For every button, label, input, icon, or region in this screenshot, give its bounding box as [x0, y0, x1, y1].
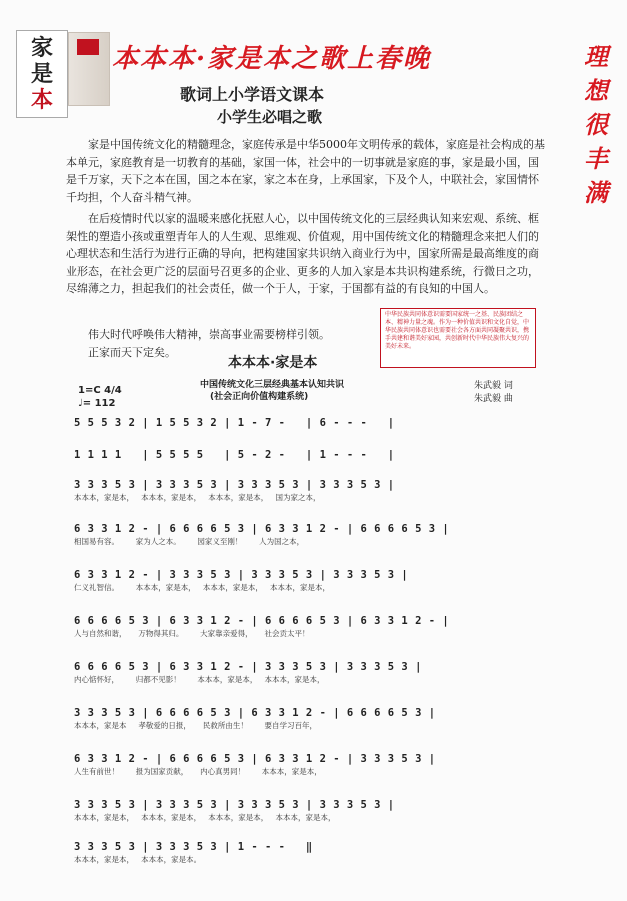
- lyricist-credit: 朱武毅 词: [474, 381, 513, 391]
- score-line-5: [74, 568, 534, 594]
- notation-line: 6 3 3 1 2 - | 6 6 6 6 5 3 | 6 3 3 1 2 - | 3 3 3 5 3 |: [74, 753, 436, 765]
- book-cover-image: [68, 32, 110, 106]
- lyric-line: 人与自然和谐， 万物得其归。 大家靠亲爱得， 社会贡太平！: [74, 629, 310, 638]
- headline: 本本本·家是本之歌上春晚: [112, 44, 432, 74]
- paragraph-4: 正家而天下定矣。: [88, 346, 176, 359]
- score-line-9: [74, 752, 534, 778]
- key-signature: 1=C 4/4: [78, 385, 122, 396]
- score-line-6: [74, 614, 534, 640]
- notation-line: 6 3 3 1 2 - | 6 6 6 6 5 3 | 6 3 3 1 2 - | 6 6 6 6 5 3 |: [74, 523, 450, 535]
- side-char: 丰: [584, 144, 608, 173]
- side-char: 理: [584, 42, 608, 71]
- brand-logo: [16, 30, 68, 118]
- lyric-line: 本本本，家是本 孝敬爱的日报， 民救所由生！ 要自学习百年，: [74, 721, 318, 730]
- notation-line: 6 6 6 6 5 3 | 6 3 3 1 2 - | 3 3 3 5 3 | 3 3 3 5 3 |: [74, 661, 422, 673]
- paragraph-2: 在后疫情时代以家的温暖来感化抚慰人心，以中国传统文化的三层经典认知来宏观、系统、框架性的塑造小孩或重塑青年人的人生观、思维观、价值观，用中国传统文化的精髓理念来把人们的心理状态和生活行为进行正确的导向，把构建国家共识纳入商业行为中，国家所需是最高维度的商业形态，在社会更广泛的层面号召更多的企业、更多的人加入家是本共识构建系统，行微日之功，尽绵薄之力，担起我们的社会责任，做一个于人，于家，于国都有益的有良知的中国人。: [66, 212, 539, 295]
- score-line-10: [74, 798, 534, 824]
- composer-credit: 朱武毅 曲: [474, 394, 513, 404]
- lyric-line: 相国易有容。 家为人之本。 园家义至刚！ 人为国之本，: [74, 537, 305, 546]
- score-line-4: [74, 522, 534, 548]
- score-subtitle-2: (社会正向价值构建系统): [210, 392, 309, 402]
- side-slogan: [579, 40, 613, 210]
- lyric-line: 本本本，家是本， 本本本，家是本， 本本本，家是本， 本本本，家是本，: [74, 813, 336, 822]
- score-line-8: [74, 706, 534, 732]
- score-subtitle-1: 中国传统文化三层经典基本认知共识: [200, 380, 345, 390]
- notation-line: 6 3 3 1 2 - | 3 3 3 5 3 | 3 3 3 5 3 | 3 3 3 5 3 |: [74, 569, 409, 581]
- side-char: 满: [584, 178, 608, 207]
- lyric-line: 仁义礼智信。 本本本，家是本， 本本本，家是本， 本本本，家是本，: [74, 583, 330, 592]
- red-note-box: 中华民族共同体意识需要国家统一之基、民族团结之本、精神力量之魂。作为一种价值共识和文化自觉，中华民族共同体意识也需要社会各方面共同凝聚共识，携手共建和谐美好家园，共创新时代中华民族伟大复兴的美好未来。: [380, 308, 536, 368]
- tempo-marking: ♩= 112: [78, 398, 116, 409]
- score-line-2: [74, 448, 534, 462]
- notation-line: 3 3 3 5 3 | 3 3 3 5 3 | 3 3 3 5 3 | 3 3 3 5 3 |: [74, 799, 395, 811]
- key-tempo: [78, 384, 122, 410]
- side-char: 很: [584, 110, 608, 139]
- notation-line: 3 3 3 5 3 | 6 6 6 6 5 3 | 6 3 3 1 2 - | 6 6 6 6 5 3 |: [74, 707, 436, 719]
- notation-line: 3 3 3 5 3 | 3 3 3 5 3 | 1 - - - ‖: [74, 841, 313, 853]
- score-line-11: [74, 840, 534, 866]
- notation-line: 5 5 5 3 2 | 1 5 5 3 2 | 1 - 7 - | 6 - - - |: [74, 417, 395, 429]
- notation-line: 6 6 6 6 5 3 | 6 3 3 1 2 - | 6 6 6 6 5 3 | 6 3 3 1 2 - |: [74, 615, 450, 627]
- lyric-line: 内心惦怀好， 归都不见影！ 本本本，家是本， 本本本，家是本，: [74, 675, 325, 684]
- logo-char-3: 本: [30, 87, 53, 113]
- lyric-line: 人生有前世！ 报为国家贡献， 内心真男同！ 本本本，家是本，: [74, 767, 322, 776]
- subtitle-2: 小学生必唱之歌: [217, 108, 323, 126]
- side-char: 想: [584, 76, 608, 105]
- paragraph-1: 家是中国传统文化的精髓理念，家庭传承是中华5000年文明传承的载体，家庭是社会构成的基本单元，家庭教育是一切教育的基础，家国一体，社会中的一切事就是家庭的事，家是最小国，国是千万家，天下之本在国，国之本在家，家之本在身，上承国家，下及个人，中联社会，家国情怀千均担，个人奋斗精气神。: [66, 138, 545, 204]
- paragraph-3: 伟大时代呼唤伟大精神，崇高事业需要榜样引领。: [88, 328, 330, 341]
- notation-line: 1 1 1 1 | 5 5 5 5 | 5 - 2 - | 1 - - - |: [74, 449, 395, 461]
- logo-char-1: 家: [30, 35, 53, 61]
- score-title: 本本本·家是本: [228, 355, 318, 371]
- lyric-line: 本本本，家是本， 本本本，家是本。: [74, 855, 202, 864]
- score-line-7: [74, 660, 534, 686]
- logo-char-2: 是: [30, 61, 53, 87]
- subtitle-1: 歌词上小学语文课本: [180, 85, 325, 104]
- lyric-line: 本本本，家是本， 本本本，家是本， 本本本，家是本， 国为家之本，: [74, 493, 321, 502]
- notation-line: 3 3 3 5 3 | 3 3 3 5 3 | 3 3 3 5 3 | 3 3 3 5 3 |: [74, 479, 395, 491]
- score-line-1: [74, 416, 534, 430]
- score-line-3: [74, 478, 534, 504]
